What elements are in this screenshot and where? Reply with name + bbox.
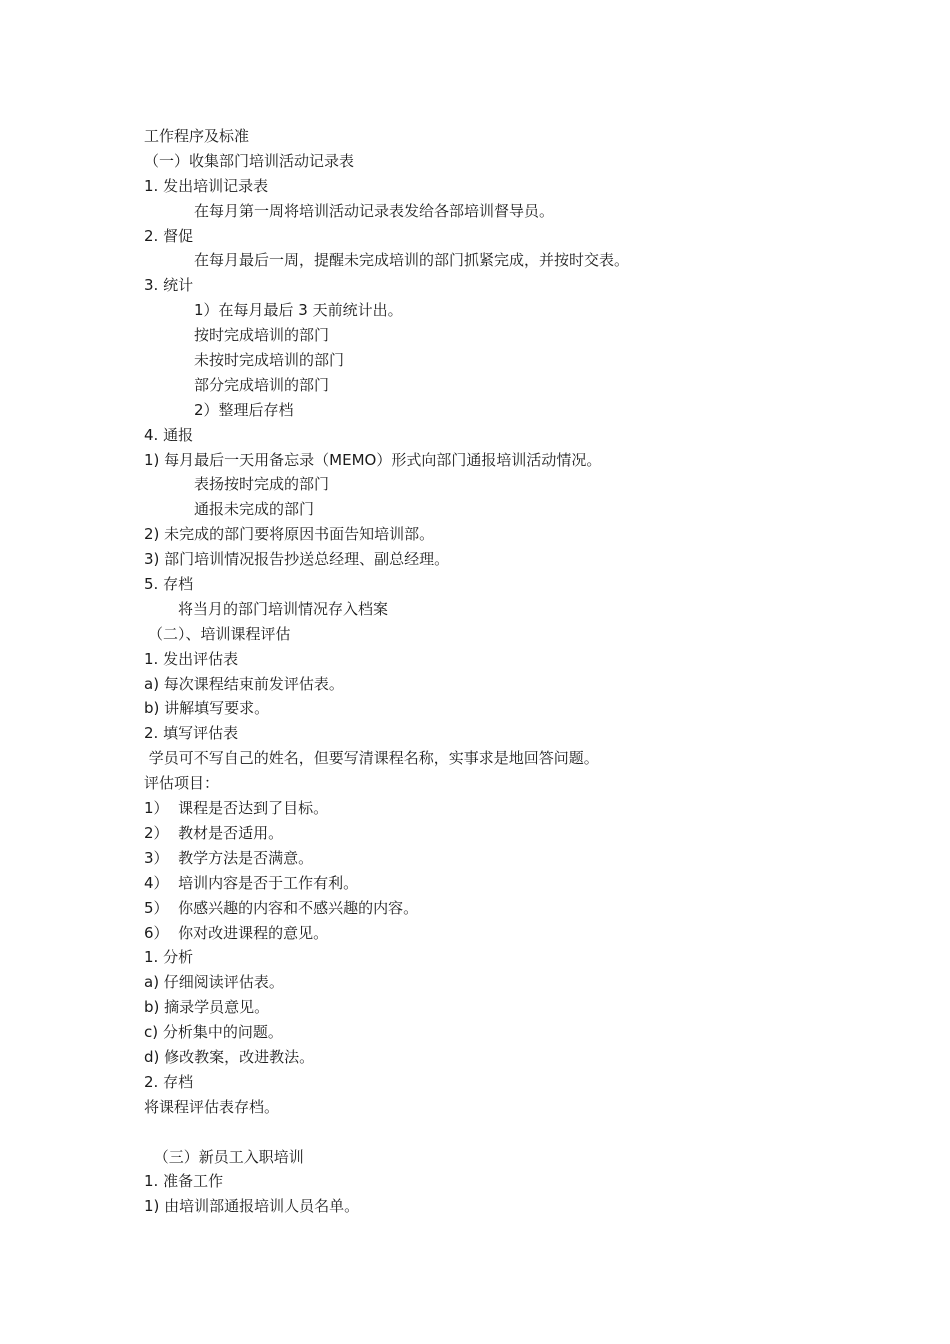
step-heading: 3. 统计 <box>144 276 194 295</box>
list-item: 6） 你对改进课程的意见。 <box>144 923 329 942</box>
step-body: 1）在每月最后 3 天前统计出。 <box>194 301 403 320</box>
step-heading: 1. 准备工作 <box>144 1172 224 1191</box>
list-item: 2） 教材是否适用。 <box>144 823 284 842</box>
list-item: 2) 未完成的部门要将原因书面告知培训部。 <box>144 525 435 544</box>
list-item: b) 讲解填写要求。 <box>144 699 270 718</box>
step-heading: 4. 通报 <box>144 425 194 444</box>
step-body: 按时完成培训的部门 <box>194 326 330 345</box>
step-heading: 2. 存档 <box>144 1072 194 1091</box>
step-body: 通报未完成的部门 <box>194 500 315 519</box>
document-body <box>144 124 844 1219</box>
list-item: d) 修改教案，改进教法。 <box>144 1047 315 1066</box>
blank-line <box>144 1120 844 1145</box>
step-body: 2）整理后存档 <box>194 400 294 419</box>
list-item: c) 分析集中的问题。 <box>144 1023 283 1042</box>
list-item: a) 仔细阅读评估表。 <box>144 973 284 992</box>
step-heading: 2. 督促 <box>144 226 194 245</box>
step-body: 在每月第一周将培训活动记录表发给各部培训督导员。 <box>194 201 555 220</box>
step-body: 学员可不写自己的姓名，但要写清课程名称，实事求是地回答问题。 <box>144 749 599 768</box>
document-title: 工作程序及标准 <box>144 127 250 145</box>
list-item: 1) 由培训部通报培训人员名单。 <box>144 1197 360 1216</box>
list-item: 3） 教学方法是否满意。 <box>144 848 314 867</box>
list-item: 4） 培训内容是否于工作有利。 <box>144 873 359 892</box>
list-item: 3) 部门培训情况报告抄送总经理、副总经理。 <box>144 550 450 569</box>
step-heading: 1. 发出评估表 <box>144 649 239 668</box>
list-item: a) 每次课程结束前发评估表。 <box>144 674 344 693</box>
step-body: 部分完成培训的部门 <box>194 375 330 394</box>
section-heading: （一）收集部门培训活动记录表 <box>144 151 355 170</box>
section-heading: （三）新员工入职培训 <box>149 1147 304 1166</box>
step-heading: 5. 存档 <box>144 575 194 594</box>
list-item: b) 摘录学员意见。 <box>144 998 270 1017</box>
step-body: 未按时完成培训的部门 <box>194 351 345 370</box>
step-heading: 1. 分析 <box>144 948 194 967</box>
list-item: 1） 课程是否达到了目标。 <box>144 799 329 818</box>
step-body: 将当月的部门培训情况存入档案 <box>178 599 389 618</box>
list-heading: 评估项目： <box>144 774 220 793</box>
section-heading: （二）、培训课程评估 <box>148 624 291 643</box>
step-body: 在每月最后一周，提醒未完成培训的部门抓紧完成，并按时交表。 <box>194 251 630 270</box>
list-item: 5） 你感兴趣的内容和不感兴趣的内容。 <box>144 898 419 917</box>
step-body: 表扬按时完成的部门 <box>194 475 330 494</box>
step-heading: 1. 发出培训记录表 <box>144 176 269 195</box>
list-item: 1) 每月最后一天用备忘录（MEMO）形式向部门通报培训活动情况。 <box>144 450 602 469</box>
step-heading: 2. 填写评估表 <box>144 724 239 743</box>
step-body: 将课程评估表存档。 <box>144 1097 280 1116</box>
